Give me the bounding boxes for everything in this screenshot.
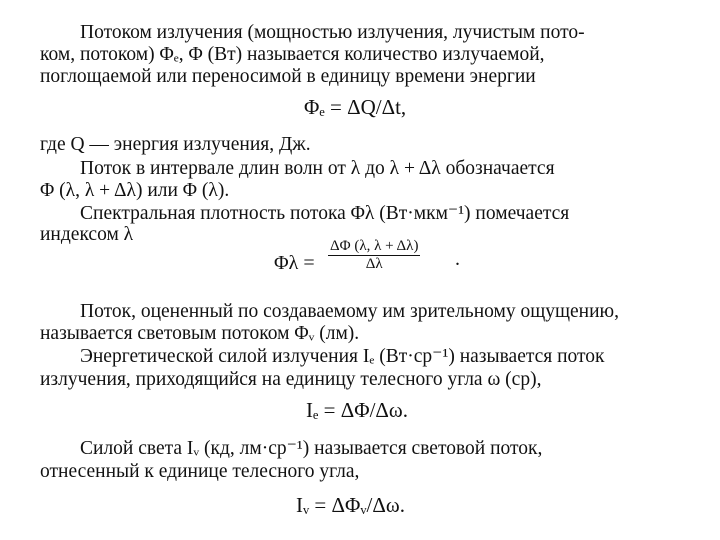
text-line-13: Силой света Iᵥ (кд, лм·ср⁻¹) называется световой поток, [80, 438, 543, 459]
text-line-4: где Q — энергия излучения, Дж. [40, 134, 311, 155]
equation-lhs: Φλ = [274, 252, 315, 274]
text-line-7: Спектральная плотность потока Φλ (Вт·мкм⁻¹) помечается [80, 203, 570, 224]
text-line-12: излучения, приходящийся на единицу телесного угла ω (ср), [40, 369, 542, 390]
equation-flux: Φₑ = ΔQ/Δt, [304, 95, 407, 119]
equation-luminous-intensity: Iᵥ = ΔΦᵥ/Δω. [296, 493, 405, 517]
text-line-3: поглощаемой или переносимой в единицу времени энергии [40, 66, 536, 87]
text-line-8: индексом λ [40, 224, 134, 245]
text-line-14: отнесенный к единице телесного угла, [40, 461, 360, 482]
text-line-6: Φ (λ, λ + Δλ) или Φ (λ). [40, 180, 230, 201]
text-line-1: Потоком излучения (мощностью излучения, лучистым пото- [80, 22, 585, 43]
equation-end: . [455, 248, 460, 270]
equation-radiant-intensity: Iₑ = ΔΦ/Δω. [306, 398, 408, 422]
fraction-numerator: ΔΦ (λ, λ + Δλ) [330, 238, 419, 254]
fraction-denominator: Δλ [365, 256, 383, 272]
text-line-5: Поток в интервале длин волн от λ до λ + Δλ обозначается [80, 158, 555, 179]
text-line-9: Поток, оцененный по создаваемому им зрительному ощущению, [80, 301, 619, 322]
text-line-2: ком, потоком) Φₑ, Φ (Вт) называется количество излучаемой, [40, 44, 545, 65]
text-line-11: Энергетической силой излучения Iₑ (Вт·ср⁻¹) называется поток [80, 346, 605, 367]
fraction [328, 238, 420, 273]
text-line-10: называется световым потоком Φᵥ (лм). [40, 323, 360, 344]
